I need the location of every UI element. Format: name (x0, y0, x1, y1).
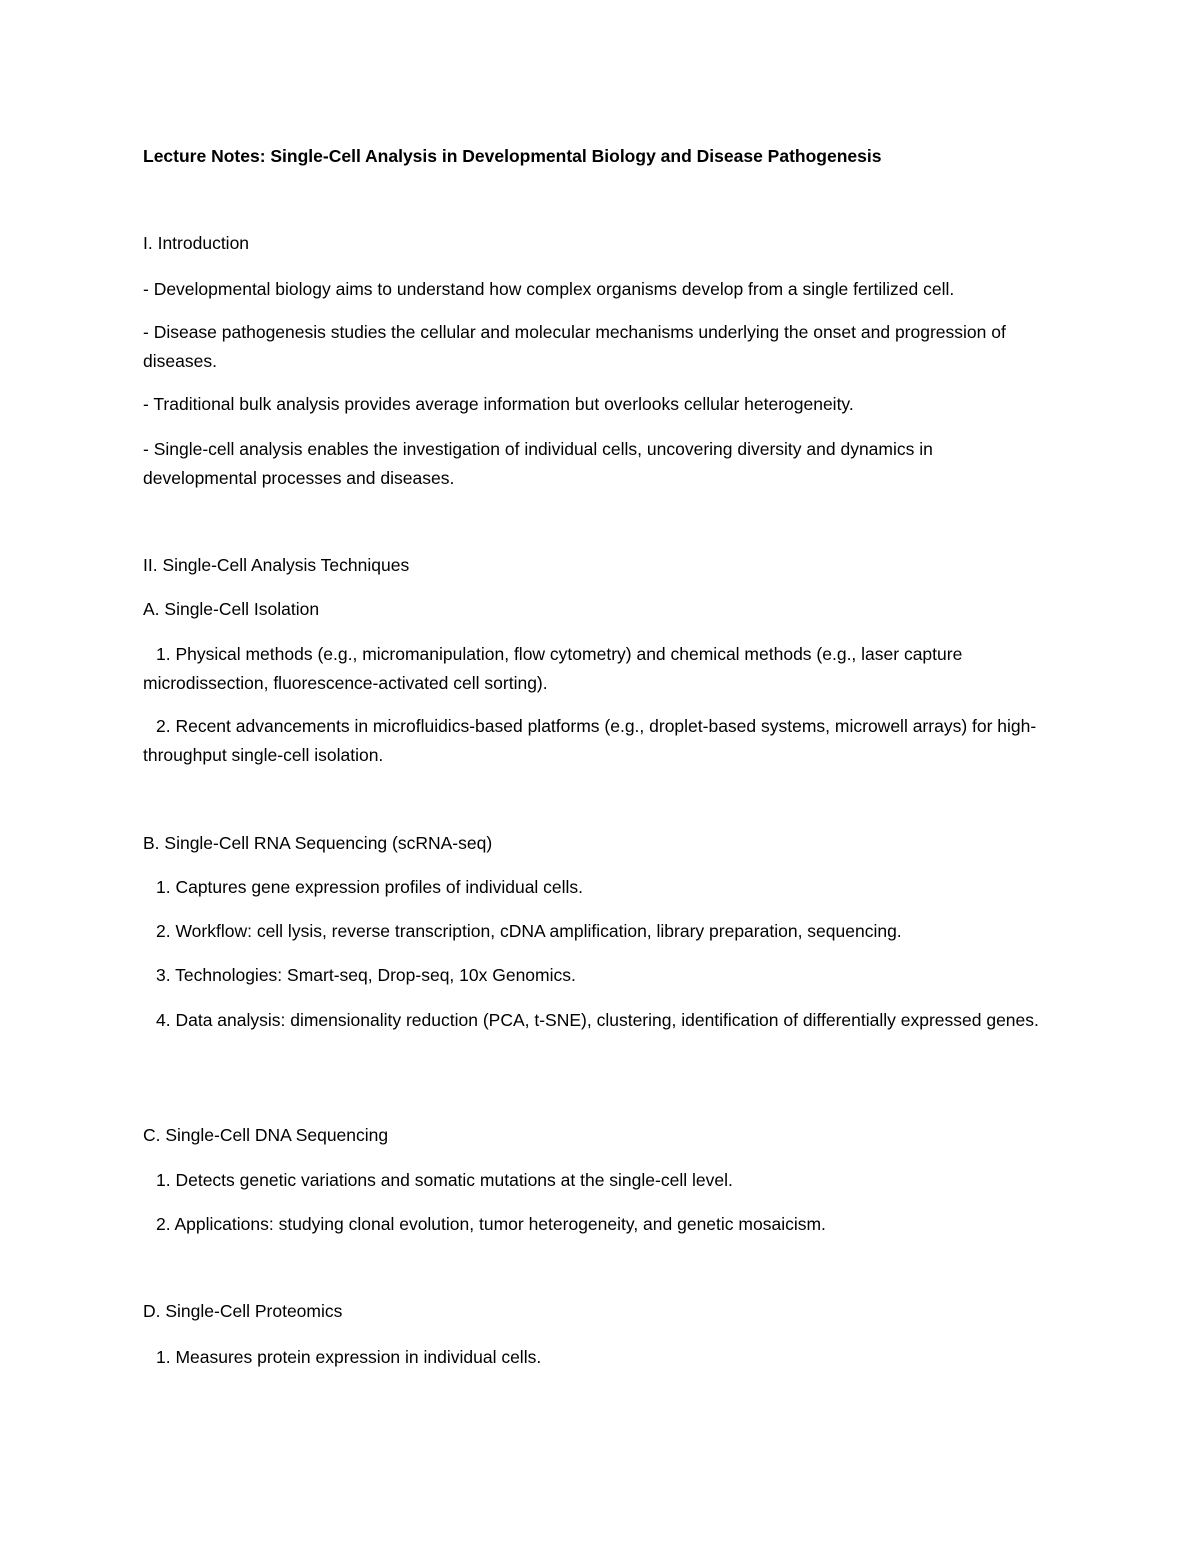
rnaseq-item: 3. Technologies: Smart-seq, Drop-seq, 10x Genomics. (156, 965, 576, 985)
intro-item: - Developmental biology aims to understand how complex organisms develop from a single fertilized cell. (143, 279, 955, 299)
rnaseq-item: 1. Captures gene expression profiles of individual cells. (156, 877, 584, 897)
rnaseq-item: 2. Workflow: cell lysis, reverse transcription, cDNA amplification, library preparation, sequencing. (156, 921, 902, 941)
section-heading-introduction: I. Introduction (143, 233, 250, 253)
rnaseq-item: 4. Data analysis: dimensionality reduction (PCA, t-SNE), clustering, identification of differentially expressed genes. (156, 1010, 1039, 1030)
document-title: Lecture Notes: Single-Cell Analysis in Developmental Biology and Disease Pathogenesis (143, 146, 882, 166)
subsection-heading-dnaseq: C. Single-Cell DNA Sequencing (143, 1125, 389, 1145)
dnaseq-item: 2. Applications: studying clonal evolution, tumor heterogeneity, and genetic mosaicism. (156, 1214, 826, 1234)
intro-item: - Single-cell analysis enables the investigation of individual cells, uncovering diversity and dynamics in developmental processes and diseases. (143, 439, 933, 488)
isolation-item: 1. Physical methods (e.g., micromanipulation, flow cytometry) and chemical methods (e.g., laser capture microdissection, fluorescence-activated cell sorting). (143, 644, 963, 693)
section-heading-techniques: II. Single-Cell Analysis Techniques (143, 555, 410, 575)
subsection-heading-isolation: A. Single-Cell Isolation (143, 599, 320, 619)
isolation-item: 2. Recent advancements in microfluidics-based platforms (e.g., droplet-based systems, microwell arrays) for high-throughput single-cell isolation. (143, 716, 1037, 765)
intro-item: - Disease pathogenesis studies the cellular and molecular mechanisms underlying the onset and progression of diseases. (143, 322, 1006, 371)
dnaseq-item: 1. Detects genetic variations and somatic mutations at the single-cell level. (156, 1170, 733, 1190)
subsection-heading-rnaseq: B. Single-Cell RNA Sequencing (scRNA-seq) (143, 833, 493, 853)
proteomics-item: 1. Measures protein expression in individual cells. (156, 1347, 542, 1367)
intro-item: - Traditional bulk analysis provides average information but overlooks cellular heterogeneity. (143, 394, 854, 414)
subsection-heading-proteomics: D. Single-Cell Proteomics (143, 1301, 343, 1321)
